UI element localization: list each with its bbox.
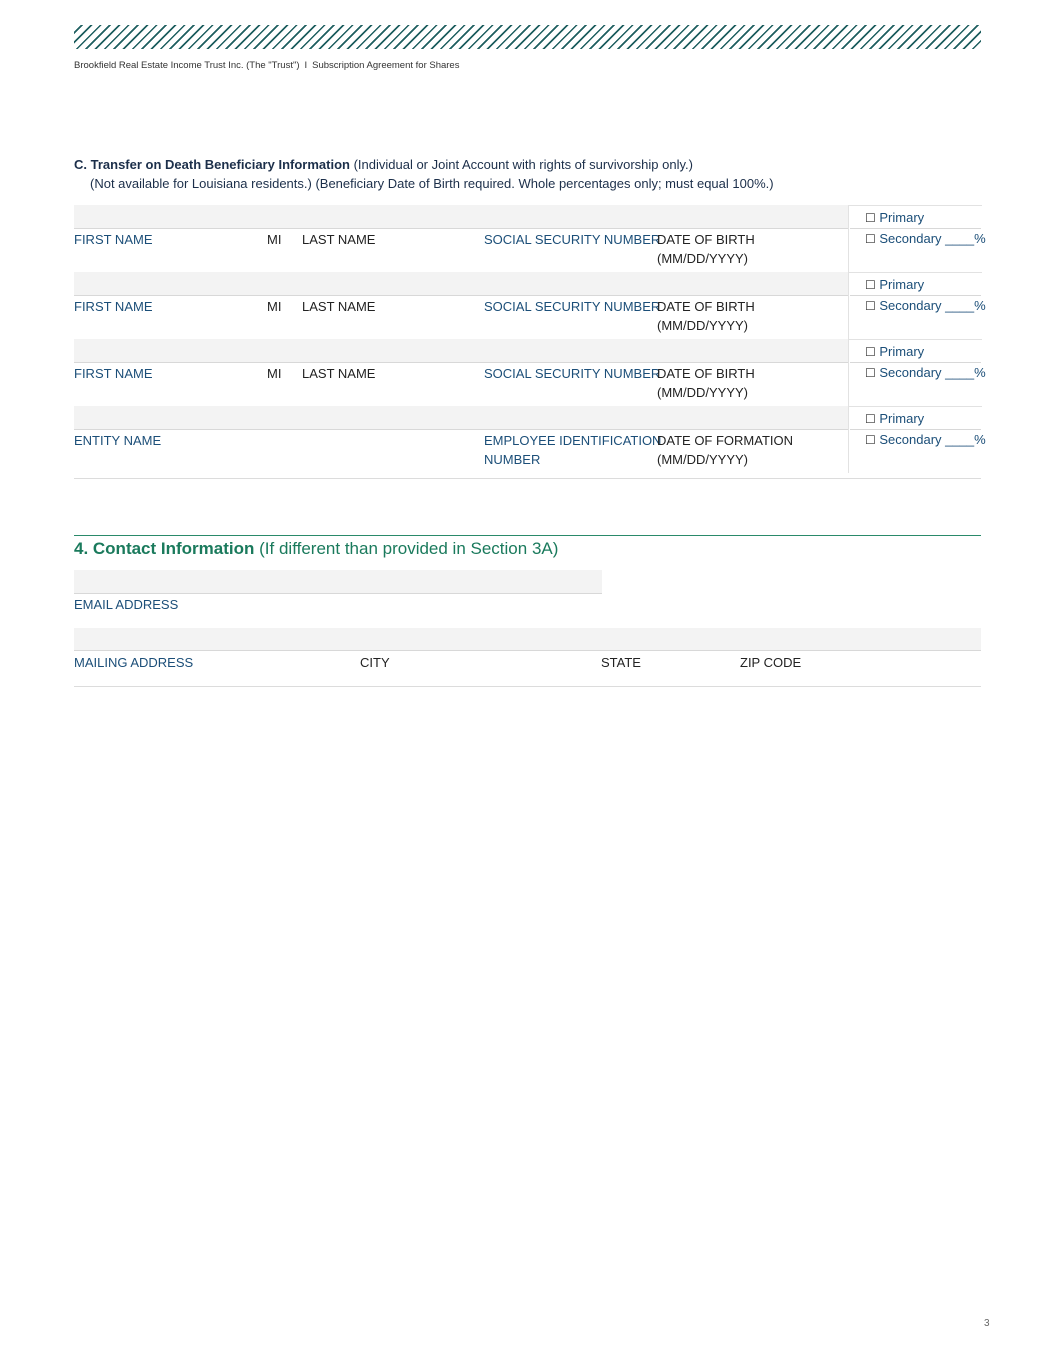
ssn-label: SOCIAL SECURITY NUMBER: [484, 232, 661, 247]
mailing-address-input-field[interactable]: [74, 628, 981, 651]
secondary-checkbox[interactable]: ☐ Secondary ____%: [865, 231, 986, 246]
ein-label: EMPLOYEE IDENTIFICATION NUMBER: [484, 433, 662, 467]
zip-code-label: ZIP CODE: [740, 655, 802, 670]
dob-label: DATE OF BIRTH (MM/DD/YYYY): [657, 232, 755, 266]
entity-input-field[interactable]: [74, 406, 848, 430]
secondary-checkbox[interactable]: ☐ Secondary ____%: [865, 432, 986, 447]
header-stripe-band: [74, 25, 981, 49]
ssn-label: SOCIAL SECURITY NUMBER: [484, 366, 661, 381]
primary-checkbox[interactable]: ☐ Primary: [865, 210, 925, 225]
section-c-note2: (Not available for Louisiana residents.) (Beneficiary Date of Birth required. Whole percentages only; must equal 100%.): [90, 176, 774, 191]
dob-label: DATE OF BIRTH (MM/DD/YYYY): [657, 366, 755, 400]
checkbox-icon: ☐: [865, 211, 876, 225]
section-4-rule: [74, 535, 981, 536]
secondary-checkbox[interactable]: ☐ Secondary ____%: [865, 298, 986, 313]
mi-label: MI: [267, 232, 282, 247]
beneficiary-row: [74, 272, 986, 339]
city-label: CITY: [360, 655, 390, 670]
document-header: [74, 60, 459, 71]
last-name-label: LAST NAME: [302, 299, 376, 314]
dob-label: DATE OF BIRTH (MM/DD/YYYY): [657, 299, 755, 333]
primary-checkbox[interactable]: ☐ Primary: [865, 277, 925, 292]
header-title: Brookfield Real Estate Income Trust Inc. (The "Trust"): [74, 60, 300, 71]
section-c-label: C. Transfer on Death Beneficiary Information: [74, 157, 350, 172]
mi-label: MI: [267, 366, 282, 381]
mailing-address-label: MAILING ADDRESS: [74, 655, 194, 670]
section-c-note1: (Individual or Joint Account with rights of survivorship only.): [353, 157, 693, 172]
entity-row: [74, 406, 986, 473]
section-4-divider: [74, 686, 981, 687]
header-separator: I: [304, 60, 308, 71]
beneficiary-input-field[interactable]: [74, 205, 848, 229]
table-divider: [74, 478, 981, 479]
first-name-label: FIRST NAME: [74, 366, 153, 381]
last-name-label: LAST NAME: [302, 232, 376, 247]
checkbox-icon: ☐: [865, 366, 876, 380]
mi-label: MI: [267, 299, 282, 314]
section-c-heading: [74, 155, 981, 193]
checkbox-icon: ☐: [865, 299, 876, 313]
first-name-label: FIRST NAME: [74, 232, 153, 247]
primary-checkbox[interactable]: ☐ Primary: [865, 344, 925, 359]
date-of-formation-label: DATE OF FORMATION (MM/DD/YYYY): [657, 433, 794, 467]
beneficiary-table: [74, 205, 986, 473]
beneficiary-row: [74, 205, 986, 272]
beneficiary-row: [74, 339, 986, 406]
section-4-title: 4. Contact Information (If different than provided in Section 3A): [74, 539, 559, 558]
checkbox-icon: ☐: [865, 232, 876, 246]
beneficiary-input-field[interactable]: [74, 339, 848, 363]
first-name-label: FIRST NAME: [74, 299, 153, 314]
state-label: STATE: [601, 655, 641, 670]
beneficiary-input-field[interactable]: [74, 272, 848, 296]
checkbox-icon: ☐: [865, 433, 876, 447]
checkbox-icon: ☐: [865, 412, 876, 426]
primary-checkbox[interactable]: ☐ Primary: [865, 411, 925, 426]
header-subtitle: Subscription Agreement for Shares: [312, 60, 460, 71]
page-number: 3: [984, 1318, 990, 1329]
email-input-field[interactable]: [74, 570, 602, 594]
secondary-checkbox[interactable]: ☐ Secondary ____%: [865, 365, 986, 380]
last-name-label: LAST NAME: [302, 366, 376, 381]
entity-name-label: ENTITY NAME: [74, 433, 162, 448]
ssn-label: SOCIAL SECURITY NUMBER: [484, 299, 661, 314]
checkbox-icon: ☐: [865, 278, 876, 292]
email-label: EMAIL ADDRESS: [74, 597, 179, 612]
checkbox-icon: ☐: [865, 345, 876, 359]
